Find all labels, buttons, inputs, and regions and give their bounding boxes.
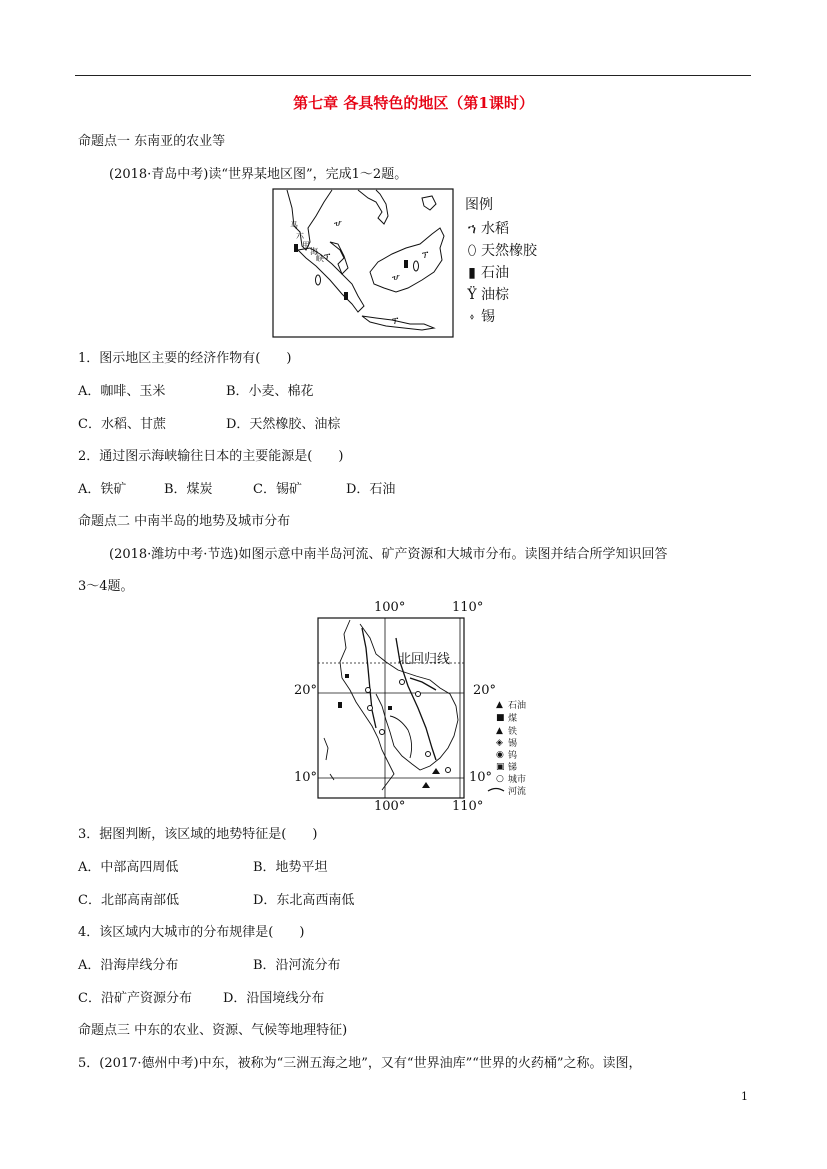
legend-oil: 石油 [508, 701, 527, 711]
section-intro-2-cont: 3～4题。 [78, 579, 134, 594]
question-1-option-d: D．天然橡胶、油棕 [226, 417, 341, 432]
indochina-map-svg [290, 598, 540, 818]
resource-symbols [338, 674, 440, 788]
question-2-option-a: A．铁矿 [78, 482, 127, 497]
question-1-option-a: A．咖啡、玉米 [78, 384, 166, 399]
legend-icon-coal: ■ [496, 713, 505, 723]
page-title: 第七章 各具特色的地区（第1课时） [293, 94, 534, 112]
palm-icon: ፕ [324, 253, 331, 263]
question-3-stem: 3．据图判断，该区域的地势特征是( ) [78, 827, 318, 842]
legend-tin: 锡 [508, 739, 518, 749]
strait-char-4: 海 [310, 247, 318, 256]
legend-icon-iron: ▲ [496, 726, 503, 736]
iron-icon [422, 782, 430, 788]
rubber-icon: ⬯ [467, 243, 477, 259]
east-coast [360, 624, 458, 770]
legend-river: 河流 [508, 787, 527, 797]
legend-icon-city: ○ [496, 774, 504, 784]
river-mekong [396, 638, 436, 760]
question-2-option-d: D．石油 [346, 482, 396, 497]
section-heading-3: 命题点三 中东的农业、资源、气候等地理特征) [78, 1023, 348, 1038]
question-4-option-d: D．沿国境线分布 [223, 991, 325, 1006]
question-3-option-a: A．中部高四周低 [78, 860, 179, 875]
coastlines [324, 620, 458, 790]
question-2-stem: 2．通过图示海峡输往日本的主要能源是( ) [78, 449, 344, 464]
question-3-option-d: D．东北高西南低 [253, 893, 355, 908]
legend-iron: 铁 [508, 727, 518, 737]
gulf-coast [390, 716, 412, 758]
question-1-stem: 1．图示地区主要的经济作物有( ) [78, 351, 292, 366]
page-number: 1 [741, 1090, 748, 1103]
coal-icon [345, 674, 349, 678]
question-1-option-b: B．小麦、棉花 [226, 384, 314, 399]
legend-icon-tungsten: ◉ [496, 750, 504, 760]
section-intro-1: (2018·青岛中考)读“世界某地区图”，完成1～2题。 [109, 167, 408, 182]
lat-label-20-left: 20° [294, 683, 318, 698]
legend-tungsten: 钨 [508, 751, 518, 761]
oil-icon [344, 292, 348, 300]
strait-char-3: 甲 [302, 241, 310, 250]
lon-label-110-bottom: 110° [452, 799, 484, 814]
legend-item-rice: ኀ 水稻 [465, 218, 509, 238]
rivers [362, 628, 436, 760]
city-icon [416, 692, 421, 697]
question-4-option-a: A．沿海岸线分布 [78, 958, 179, 973]
city-symbols [366, 680, 451, 773]
legend-icon-antimony: ▣ [496, 762, 505, 772]
legend-antimony: 锑 [508, 763, 518, 773]
indochina-legend [488, 699, 526, 797]
city-icon [446, 768, 451, 773]
legend-item-oil: ▮ 石油 [465, 262, 509, 282]
legend-icon-river [488, 789, 504, 792]
question-3-option-c: C．北部高南部低 [78, 893, 179, 908]
oil-icon [338, 702, 342, 708]
question-4-option-b: B．沿河流分布 [253, 958, 341, 973]
question-4-stem: 4．该区域内大城市的分布规律是( ) [78, 925, 305, 940]
section-heading-1: 命题点一 东南亚的农业等 [78, 134, 226, 149]
header-rule [75, 75, 751, 76]
lon-label-100-bottom: 100° [374, 799, 406, 814]
city-icon [380, 730, 385, 735]
palm-icon: Ϋ [467, 287, 477, 303]
rice-icon: ሇ [334, 219, 342, 229]
palm-icon: ፕ [422, 251, 429, 261]
lat-label-10-left: 10° [294, 770, 318, 785]
question-2-option-c: C．锡矿 [253, 482, 302, 497]
legend-item-rubber: ⬯ 天然橡胶 [465, 240, 537, 260]
southeast-asia-map [272, 188, 542, 338]
palm-icon: ፕ [392, 317, 399, 327]
coal-icon [388, 706, 392, 710]
question-3-option-b: B．地势平坦 [253, 860, 328, 875]
legend-icon-oil: ▲ [496, 700, 503, 710]
river-north [410, 678, 436, 690]
legend-city: 城市 [508, 775, 527, 785]
map-frame [273, 189, 453, 337]
question-1-option-c: C．水稻、甘蔗 [78, 417, 166, 432]
section-heading-2: 命题点二 中南半岛的地势及城市分布 [78, 514, 291, 529]
question-2-option-b: B．煤炭 [164, 482, 213, 497]
strait-char-1: 马 [290, 221, 298, 230]
lon-label-110-top: 110° [452, 600, 484, 615]
lon-label-100-top: 100° [374, 600, 406, 615]
river-west [362, 628, 376, 728]
rice-icon: ኀ [467, 221, 477, 237]
tropic-label: 北回归线 [398, 652, 451, 667]
oil-icon [404, 260, 408, 268]
strait-char-2: 六 [296, 231, 304, 240]
indochina-map [290, 598, 540, 818]
question-5-stem: 5．(2017·德州中考)中东，被称为“三洲五海之地”，又有“世界油库”“世界的火药桶”之称。读图， [78, 1056, 642, 1071]
section-intro-2: (2018·潍坊中考·节选)如图示意中南半岛河流、矿产资源和大城市分布。读图并结合所学知识回答 [109, 547, 668, 562]
legend-coal: 煤 [508, 714, 518, 724]
city-icon [366, 688, 371, 693]
iron-icon [432, 768, 440, 774]
legend-icon-tin: ◈ [496, 738, 503, 748]
strait-char-5: 峡 [316, 254, 324, 263]
oil-icon: ▮ [468, 265, 476, 281]
tin-icon: ⬫ [470, 309, 474, 325]
lat-label-10-right: 10° [469, 770, 493, 785]
city-icon [368, 706, 373, 711]
rice-icon: ሇ [392, 273, 400, 283]
question-4-option-c: C．沿矿产资源分布 [78, 991, 192, 1006]
legend-item-palm: Ϋ 油棕 [465, 284, 509, 304]
west-coast [340, 620, 394, 790]
city-icon [400, 680, 405, 685]
legend-item-tin: ⬫ 锡 [465, 306, 495, 326]
oil-icon [294, 244, 298, 252]
lat-label-20-right: 20° [473, 683, 497, 698]
city-icon [426, 752, 431, 757]
legend-title: 图例 [465, 197, 493, 213]
islands [324, 738, 334, 780]
